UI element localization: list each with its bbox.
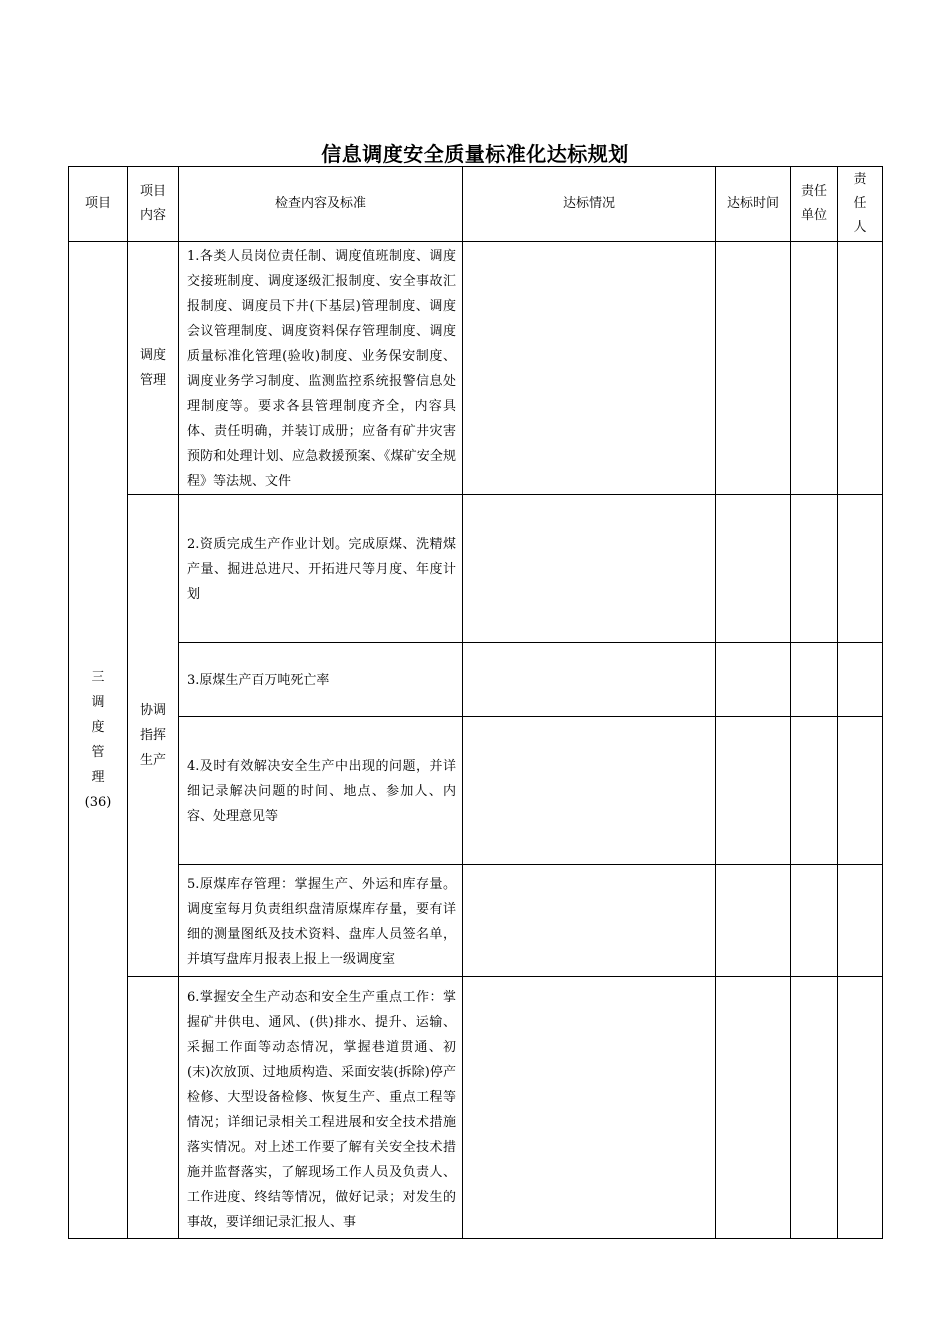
status-cell <box>463 865 716 977</box>
group-coordinate-production: 协调 指挥 生产 <box>128 495 179 977</box>
check-content: 1.各类人员岗位责任制、调度值班制度、调度交接班制度、调度逐级汇报制度、安全事故汇报制度、调度员下井(下基层)管理制度、调度会议管理制度、调度资料保存管理制度、调度质量标准化管理(验收)制度、业务保安制度、调度业务学习制度、监测监控系统报警信息处理制度等。要求各县管理制度齐全，内容具体、责任明确，并装订成册；应备有矿井灾害预防和处理计划、应急救援预案、《煤矿安全规程》等法规、文件 <box>179 242 463 495</box>
unit-cell <box>791 242 838 495</box>
table-row <box>69 495 883 643</box>
header-item: 项目 <box>69 167 128 242</box>
unit-cell <box>791 865 838 977</box>
check-content: 2.资质完成生产作业计划。完成原煤、洗精煤产量、掘进总进尺、开拓进尺等月度、年度计划 <box>179 495 463 643</box>
document-title: 信息调度安全质量标准化达标规划 <box>321 142 629 166</box>
header-row <box>69 167 883 242</box>
person-cell <box>838 643 883 717</box>
section-label: 三 调 度 管 理 (36) <box>69 242 128 1239</box>
unit-cell <box>791 977 838 1239</box>
person-cell <box>838 717 883 865</box>
time-cell <box>716 865 791 977</box>
time-cell <box>716 643 791 717</box>
status-cell <box>463 977 716 1239</box>
table-row <box>69 242 883 495</box>
time-cell <box>716 242 791 495</box>
standards-table <box>68 166 883 1239</box>
group-dispatch-management: 调度 管理 <box>128 242 179 495</box>
header-check: 检查内容及标准 <box>179 167 463 242</box>
check-content: 4.及时有效解决安全生产中出现的问题，并详细记录解决问题的时间、地点、参加人、内容、处理意见等 <box>179 717 463 865</box>
header-unit: 责任 单位 <box>791 167 838 242</box>
check-content: 5.原煤库存管理：掌握生产、外运和库存量。调度室每月负责组织盘清原煤库存量，要有详细的测量图纸及技术资料、盘库人员签名单，并填写盘库月报表上报上一级调度室 <box>179 865 463 977</box>
time-cell <box>716 977 791 1239</box>
time-cell <box>716 717 791 865</box>
header-time: 达标时间 <box>716 167 791 242</box>
header-item-content: 项目 内容 <box>128 167 179 242</box>
table-row <box>69 717 883 865</box>
status-cell <box>463 643 716 717</box>
person-cell <box>838 977 883 1239</box>
unit-cell <box>791 717 838 865</box>
person-cell <box>838 865 883 977</box>
group-cell-empty <box>128 977 179 1239</box>
unit-cell <box>791 643 838 717</box>
check-content: 3.原煤生产百万吨死亡率 <box>179 643 463 717</box>
person-cell <box>838 242 883 495</box>
check-content: 6.掌握安全生产动态和安全生产重点工作：掌握矿井供电、通风、(供)排水、提升、运输、采掘工作面等动态情况，掌握巷道贯通、初(末)次放顶、过地质构造、采面安装(拆除)停产检修、大型设备检修、恢复生产、重点工程等情况；详细记录相关工程进展和安全技术措施落实情况。对上述工作要了解有关安全技术措施并监督落实，了解现场工作人员及负责人、工作进度、终结等情况，做好记录；对发生的事故，要详细记录汇报人、事 <box>179 977 463 1239</box>
table-row <box>69 865 883 977</box>
header-person: 责 任 人 <box>838 167 883 242</box>
header-status: 达标情况 <box>463 167 716 242</box>
unit-cell <box>791 495 838 643</box>
person-cell <box>838 495 883 643</box>
status-cell <box>463 242 716 495</box>
time-cell <box>716 495 791 643</box>
table-row <box>69 643 883 717</box>
status-cell <box>463 495 716 643</box>
table-row <box>69 977 883 1239</box>
status-cell <box>463 717 716 865</box>
